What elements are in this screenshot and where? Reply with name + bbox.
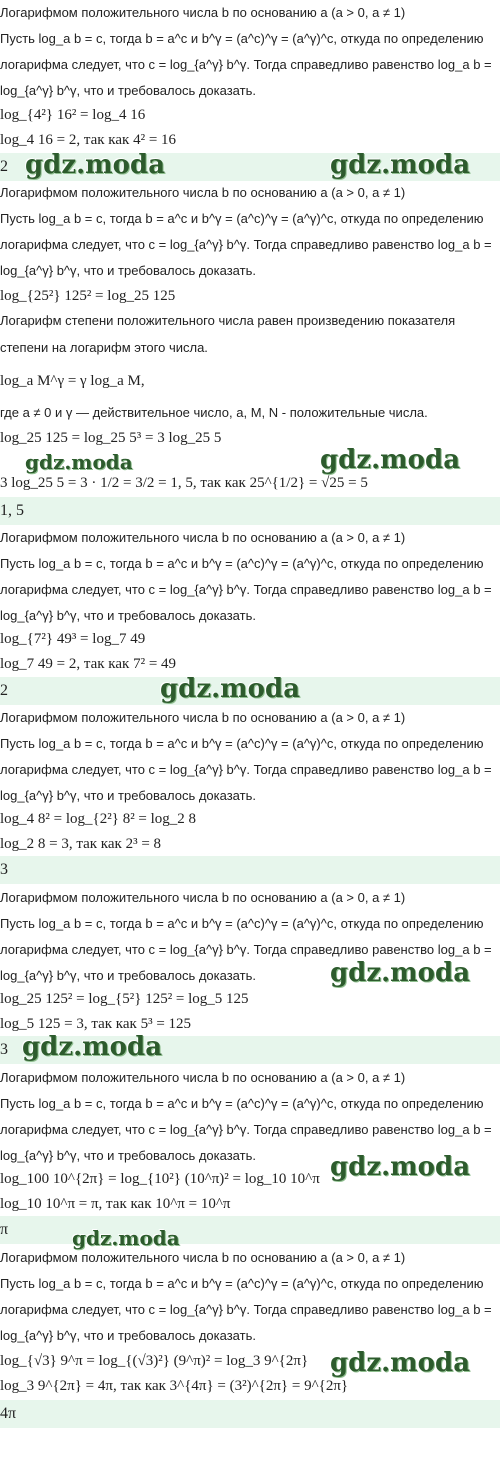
answer-value: 3: [0, 861, 8, 878]
step-line: 3 log_25 5 = 3 · 1/2 = 3/2 = 1, 5, так как 25^{1/2} = √25 = 5: [0, 475, 368, 491]
property-formula: log_a M^γ = γ log_a M,: [0, 373, 145, 389]
definition-line-4: log_{a^γ} b^γ, что и требовалось доказать.: [0, 1328, 256, 1343]
answer-value: 3: [0, 1041, 8, 1058]
definition-line-3: логарифма следует, что c = log_{a^γ} b^γ. Тогда справедливо равенство log_a b =: [0, 1122, 492, 1137]
step-line: log_4 8² = log_{2²} 8² = log_2 8: [0, 811, 197, 827]
step-line: log_4 16 = 2, так как 4² = 16: [0, 132, 177, 148]
property-conditions: где a ≠ 0 и γ — действительное число, a, M, N - положительные числа.: [0, 405, 428, 420]
definition-line-1: Логарифмом положительного числа b по основанию a (a > 0, a ≠ 1): [0, 530, 406, 545]
definition-line-1: Логарифмом положительного числа b по основанию a (a > 0, a ≠ 1): [0, 1250, 406, 1265]
definition-line-4: log_{a^γ} b^γ, что и требовалось доказать.: [0, 608, 256, 623]
definition-line-1: Логарифмом положительного числа b по основанию a (a > 0, a ≠ 1): [0, 185, 406, 200]
step-line: log_3 9^{2π} = 4π, так как 3^{4π} = (3²)^{2π} = 9^{2π}: [0, 1378, 349, 1394]
definition-line-4: log_{a^γ} b^γ, что и требовалось доказать.: [0, 968, 256, 983]
answer-value: 2: [0, 158, 8, 175]
definition-line-3: логарифма следует, что c = log_{a^γ} b^γ. Тогда справедливо равенство log_a b =: [0, 1302, 492, 1317]
definition-line-1: Логарифмом положительного числа b по основанию a (a > 0, a ≠ 1): [0, 5, 406, 20]
answer-value: 2: [0, 682, 8, 699]
watermark: gdz.moda: [330, 1152, 471, 1182]
definition-line-2: Пусть log_a b = c, тогда b = a^c и b^γ = (a^c)^γ = (a^γ)^c, откуда по определению: [0, 31, 484, 46]
step-line: log_5 125 = 3, так как 5³ = 125: [0, 1016, 192, 1032]
definition-line-4: log_{a^γ} b^γ, что и требовалось доказать.: [0, 83, 256, 98]
definition-line-4: log_{a^γ} b^γ, что и требовалось доказать.: [0, 1148, 256, 1163]
definition-line-2: Пусть log_a b = c, тогда b = a^c и b^γ = (a^c)^γ = (a^γ)^c, откуда по определению: [0, 211, 484, 226]
definition-line-2: Пусть log_a b = c, тогда b = a^c и b^γ = (a^c)^γ = (a^γ)^c, откуда по определению: [0, 916, 484, 931]
definition-line-3: логарифма следует, что c = log_{a^γ} b^γ. Тогда справедливо равенство log_a b =: [0, 582, 492, 597]
definition-line-4: log_{a^γ} b^γ, что и требовалось доказать.: [0, 788, 256, 803]
watermark: gdz.moda: [25, 150, 166, 180]
definition-line-3: логарифма следует, что c = log_{a^γ} b^γ. Тогда справедливо равенство log_a b =: [0, 942, 492, 957]
step-line: log_{25²} 125² = log_25 125: [0, 288, 176, 304]
step-line: log_10 10^π = π, так как 10^π = 10^π: [0, 1196, 231, 1212]
watermark: gdz.moda: [25, 450, 133, 474]
answer-row: [0, 856, 500, 884]
definition-line-2: Пусть log_a b = c, тогда b = a^c и b^γ = (a^c)^γ = (a^γ)^c, откуда по определению: [0, 556, 484, 571]
property-line-2: степени на логарифм этого числа.: [0, 340, 208, 355]
step-line: log_{4²} 16² = log_4 16: [0, 107, 146, 123]
step-line: log_25 125 = log_25 5³ = 3 log_25 5: [0, 430, 222, 446]
watermark: gdz.moda: [330, 958, 471, 988]
step-line: log_2 8 = 3, так как 2³ = 8: [0, 836, 162, 852]
answer-value: π: [0, 1221, 9, 1238]
definition-line-2: Пусть log_a b = c, тогда b = a^c и b^γ = (a^c)^γ = (a^γ)^c, откуда по определению: [0, 1096, 484, 1111]
step-line: log_{√3} 9^π = log_{(√3)²} (9^π)² = log_3 9^{2π}: [0, 1353, 309, 1369]
watermark: gdz.moda: [330, 1348, 471, 1378]
answer-value: 4π: [0, 1405, 17, 1422]
answer-value: 1, 5: [0, 502, 24, 519]
step-line: log_7 49 = 2, так как 7² = 49: [0, 656, 177, 672]
property-line-1: Логарифм степени положительного числа равен произведению показателя: [0, 313, 456, 328]
answer-row: [0, 1400, 500, 1428]
definition-line-2: Пусть log_a b = c, тогда b = a^c и b^γ = (a^c)^γ = (a^γ)^c, откуда по определению: [0, 1276, 484, 1291]
definition-line-3: логарифма следует, что c = log_{a^γ} b^γ. Тогда справедливо равенство log_a b =: [0, 762, 492, 777]
definition-line-2: Пусть log_a b = c, тогда b = a^c и b^γ = (a^c)^γ = (a^γ)^c, откуда по определению: [0, 736, 484, 751]
definition-line-1: Логарифмом положительного числа b по основанию a (a > 0, a ≠ 1): [0, 710, 406, 725]
step-line: log_{7²} 49³ = log_7 49: [0, 631, 146, 647]
watermark: gdz.moda: [330, 150, 471, 180]
definition-line-1: Логарифмом положительного числа b по основанию a (a > 0, a ≠ 1): [0, 890, 406, 905]
watermark: gdz.moda: [22, 1032, 163, 1062]
definition-line-3: логарифма следует, что c = log_{a^γ} b^γ. Тогда справедливо равенство log_a b =: [0, 237, 492, 252]
definition-line-3: логарифма следует, что c = log_{a^γ} b^γ. Тогда справедливо равенство log_a b =: [0, 57, 492, 72]
step-line: log_25 125² = log_{5²} 125² = log_5 125: [0, 991, 249, 1007]
definition-line-4: log_{a^γ} b^γ, что и требовалось доказать.: [0, 263, 256, 278]
answer-row: [0, 497, 500, 525]
definition-line-1: Логарифмом положительного числа b по основанию a (a > 0, a ≠ 1): [0, 1070, 406, 1085]
watermark: gdz.moda: [72, 1226, 180, 1250]
step-line: log_100 10^{2π} = log_{10²} (10^π)² = log_10 10^π: [0, 1171, 320, 1187]
watermark: gdz.moda: [160, 674, 301, 704]
watermark: gdz.moda: [320, 445, 461, 475]
